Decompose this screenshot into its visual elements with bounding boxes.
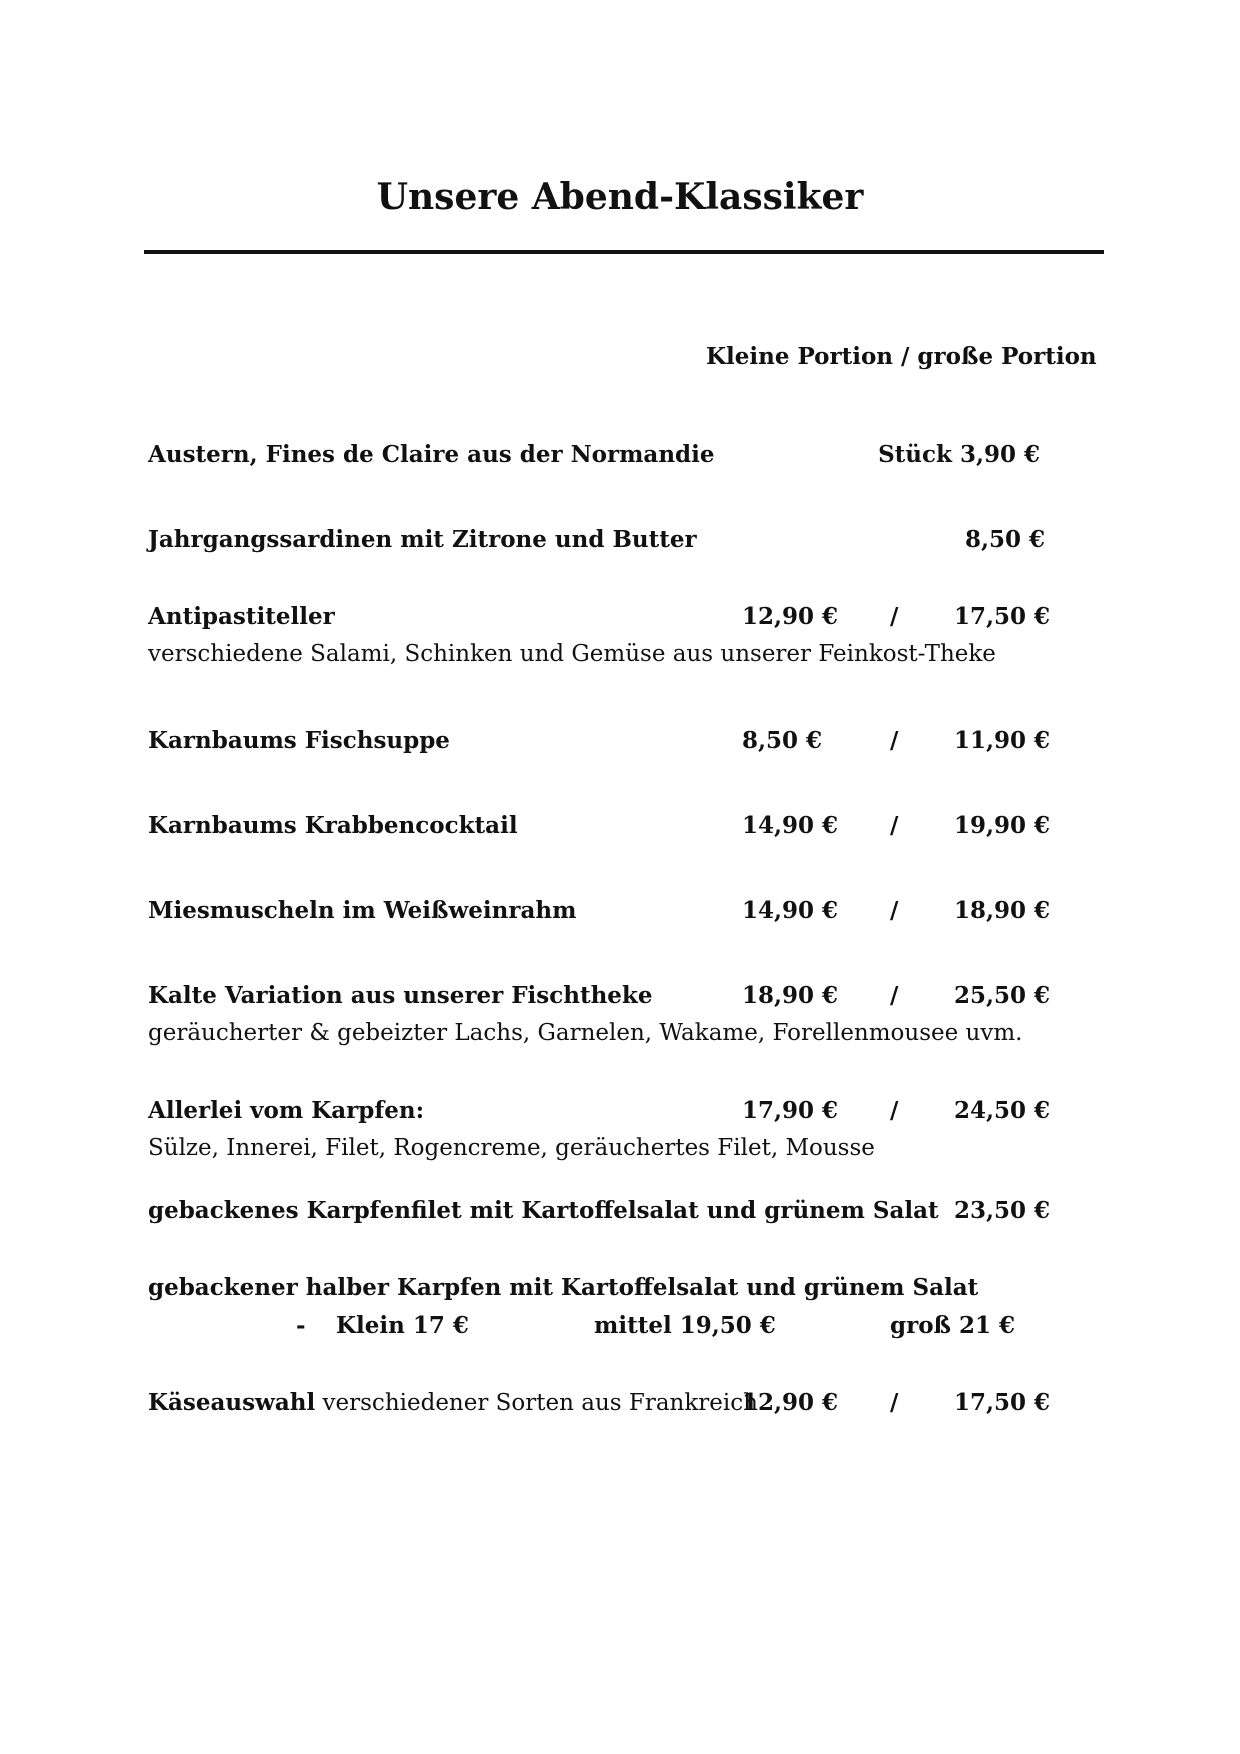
price-separator: / xyxy=(890,982,899,1009)
item-name-fischsuppe: Karnbaums Fischsuppe xyxy=(148,727,450,754)
item-price-small-miesmuscheln: 14,90 € xyxy=(742,897,839,924)
item-price-large-miesmuscheln: 18,90 € xyxy=(953,897,1050,924)
item-name-halber-karpfen: gebackener halber Karpfen mit Kartoffelsalat und grünem Salat xyxy=(148,1274,979,1301)
item-price-small-kaeseauswahl: 12,90 € xyxy=(742,1389,839,1416)
item-name-austern: Austern, Fines de Claire aus der Normandie xyxy=(148,441,715,468)
item-name-karpfenfilet: gebackenes Karpfenfilet mit Kartoffelsalat und grünem Salat xyxy=(148,1197,939,1224)
item-name-allerlei-karpfen: Allerlei vom Karpfen: xyxy=(148,1097,425,1124)
item-price-small-allerlei-karpfen: 17,90 € xyxy=(742,1097,839,1124)
price-separator: / xyxy=(890,603,899,630)
item-price-small-antipasti: 12,90 € xyxy=(742,603,839,630)
item-price-large-allerlei-karpfen: 24,50 € xyxy=(953,1097,1050,1124)
item-name-krabbencocktail: Karnbaums Krabbencocktail xyxy=(148,812,518,839)
portion-column-header: Kleine Portion / große Portion xyxy=(706,343,1097,370)
item-name-kaeseauswahl: Käseauswahl xyxy=(148,1389,316,1416)
size-price-medium: mittel 19,50 € xyxy=(594,1312,776,1339)
item-price-small-fischsuppe: 8,50 € xyxy=(742,727,823,754)
size-price-large: groß 21 € xyxy=(890,1312,1016,1339)
item-name-kalte-variation: Kalte Variation aus unserer Fischtheke xyxy=(148,982,653,1009)
item-price-karpfenfilet: 23,50 € xyxy=(953,1197,1050,1224)
item-price-austern: Stück 3,90 € xyxy=(878,441,1040,468)
item-price-large-antipasti: 17,50 € xyxy=(953,603,1050,630)
size-price-small: Klein 17 € xyxy=(336,1312,469,1339)
price-separator: / xyxy=(890,812,899,839)
item-description-kalte-variation: geräucherter & gebeizter Lachs, Garnelen, Wakame, Forellenmousee uvm. xyxy=(148,1020,1023,1046)
item-price-small-krabbencocktail: 14,90 € xyxy=(742,812,839,839)
item-price-large-fischsuppe: 11,90 € xyxy=(953,727,1050,754)
item-name-miesmuscheln: Miesmuscheln im Weißweinrahm xyxy=(148,897,577,924)
item-description-antipasti: verschiedene Salami, Schinken und Gemüse aus unserer Feinkost-Theke xyxy=(148,641,996,667)
item-price-small-kalte-variation: 18,90 € xyxy=(742,982,839,1009)
item-name-sardinen: Jahrgangssardinen mit Zitrone und Butter xyxy=(148,526,697,553)
size-list-dash: - xyxy=(296,1312,306,1339)
price-separator: / xyxy=(890,1389,899,1416)
item-price-large-krabbencocktail: 19,90 € xyxy=(953,812,1050,839)
price-separator: / xyxy=(890,727,899,754)
item-name-suffix-kaeseauswahl: verschiedener Sorten aus Frankreich xyxy=(322,1390,758,1416)
price-separator: / xyxy=(890,1097,899,1124)
item-kaeseauswahl xyxy=(148,1391,758,1415)
title-divider xyxy=(144,250,1104,254)
item-price-large-kaeseauswahl: 17,50 € xyxy=(953,1389,1050,1416)
price-separator: / xyxy=(890,897,899,924)
page-title: Unsere Abend-Klassiker xyxy=(376,176,864,218)
item-price-sardinen: 8,50 € xyxy=(964,526,1045,553)
item-description-allerlei-karpfen: Sülze, Innerei, Filet, Rogencreme, geräuchertes Filet, Mousse xyxy=(148,1135,875,1161)
item-price-large-kalte-variation: 25,50 € xyxy=(953,982,1050,1009)
item-name-antipasti: Antipastiteller xyxy=(148,603,335,630)
